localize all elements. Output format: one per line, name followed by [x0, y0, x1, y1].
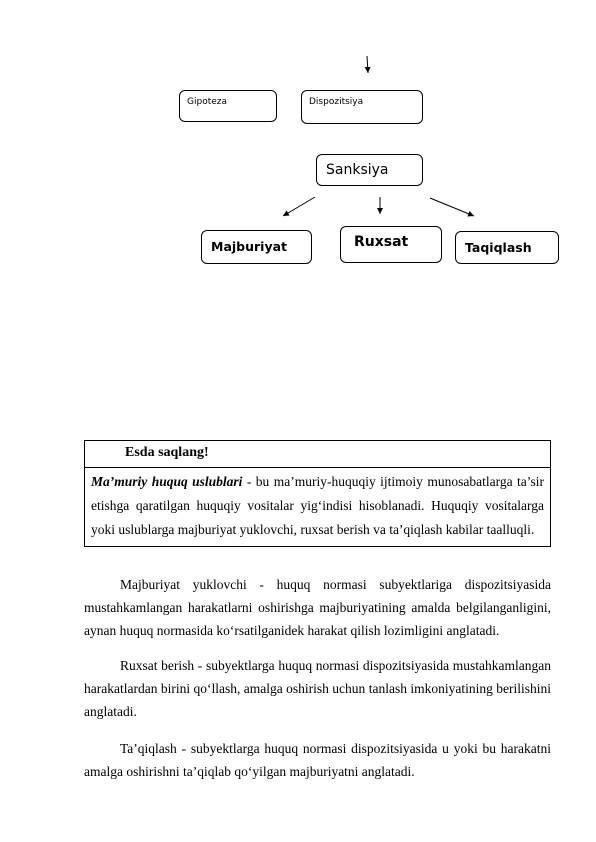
note-text: - bu ma’muriy-huquqiy ijtimoiy munosabatlarga ta’sir etishga qaratilgan huquqiy vositalar yig‘indisi hisoblanadi. Huquqiy vositalarga yoki uslublarga majburiyat yuklovchi, ruxsat berish va ta’qiqlash kabilar taalluqli.: [91, 474, 545, 537]
box-sanksiya: [316, 154, 423, 186]
arrow-to-majburiyat: [283, 197, 315, 216]
box-taqiqlash: [455, 231, 559, 264]
paragraph-ruxsat: Ruxsat berish - subyektlarga huquq normasi dispozitsiyasida mustahkamlangan harakatlardan birini qo‘llash, amalga oshirish uchun tanlash imkoniyatining berilishini anglatadi.: [84, 658, 551, 719]
box-sanksiya-label: Sanksiya: [326, 162, 389, 178]
box-dispozitsiya: [301, 90, 423, 124]
box-dispozitsiya-label: Dispozitsiya: [309, 97, 364, 107]
box-gipoteza: [179, 90, 277, 122]
box-majburiyat-label: Majburiyat: [211, 239, 288, 254]
box-ruxsat: [340, 226, 442, 263]
box-taqiqlash-label: Taqiqlash: [465, 240, 532, 255]
box-gipoteza-label: Gipoteza: [187, 97, 227, 107]
remember-note: [84, 440, 551, 547]
box-majburiyat: [201, 230, 312, 264]
paragraph-majburiyat: Majburiyat yuklovchi - huquq normasi subyektlariga dispozitsiyasida mustahkamlangan harakatlarni oshirishga majburiyatining amalda belgilanganligini, aynan huquq normasida ko‘rsatilganidek harakat qilish lozimligini anglatadi.: [84, 577, 551, 638]
note-heading: Esda saqlang!: [85, 441, 550, 468]
box-ruxsat-label: Ruxsat: [354, 234, 409, 250]
arrow-to-taqiqlash: [430, 198, 474, 216]
note-body: [85, 468, 550, 546]
paragraph-taqiqlash: Ta’qiqlash - subyektlarga huquq normasi dispozitsiyasida u yoki bu harakatni amalga oshirishni ta’qiqlab qo‘yilgan majburiyatni anglatadi.: [84, 741, 551, 779]
arrow-top: [367, 56, 368, 73]
note-term: Ma’muriy huquq uslublari: [91, 474, 243, 489]
